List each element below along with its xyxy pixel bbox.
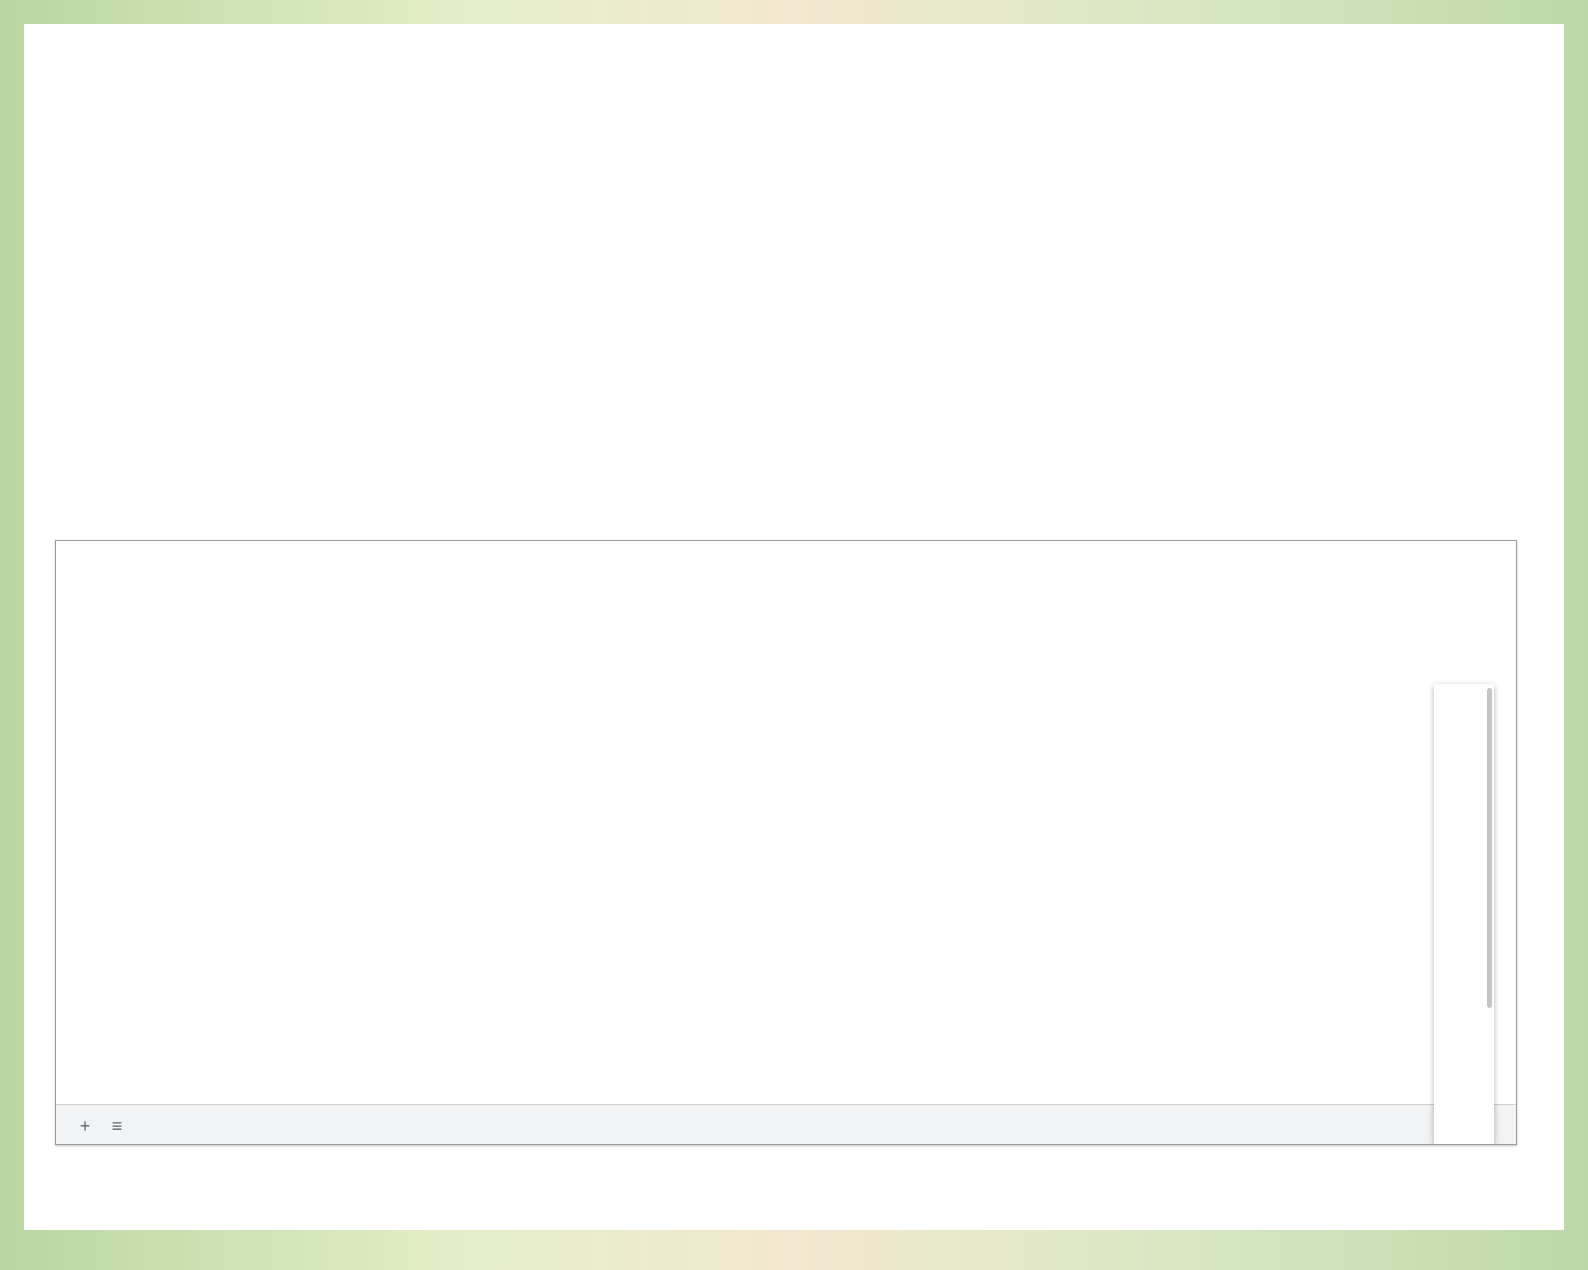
menu-icon[interactable]: ≡ bbox=[111, 1116, 123, 1136]
dropdown-scrollbar[interactable] bbox=[1487, 688, 1492, 1008]
sheet-grid bbox=[56, 541, 1517, 1104]
plus-icon[interactable]: + bbox=[79, 1116, 91, 1136]
sheet-tab-bar bbox=[56, 1104, 1517, 1145]
period-dropdown-menu[interactable] bbox=[1434, 684, 1494, 1144]
spreadsheet-screenshot bbox=[55, 540, 1517, 1145]
